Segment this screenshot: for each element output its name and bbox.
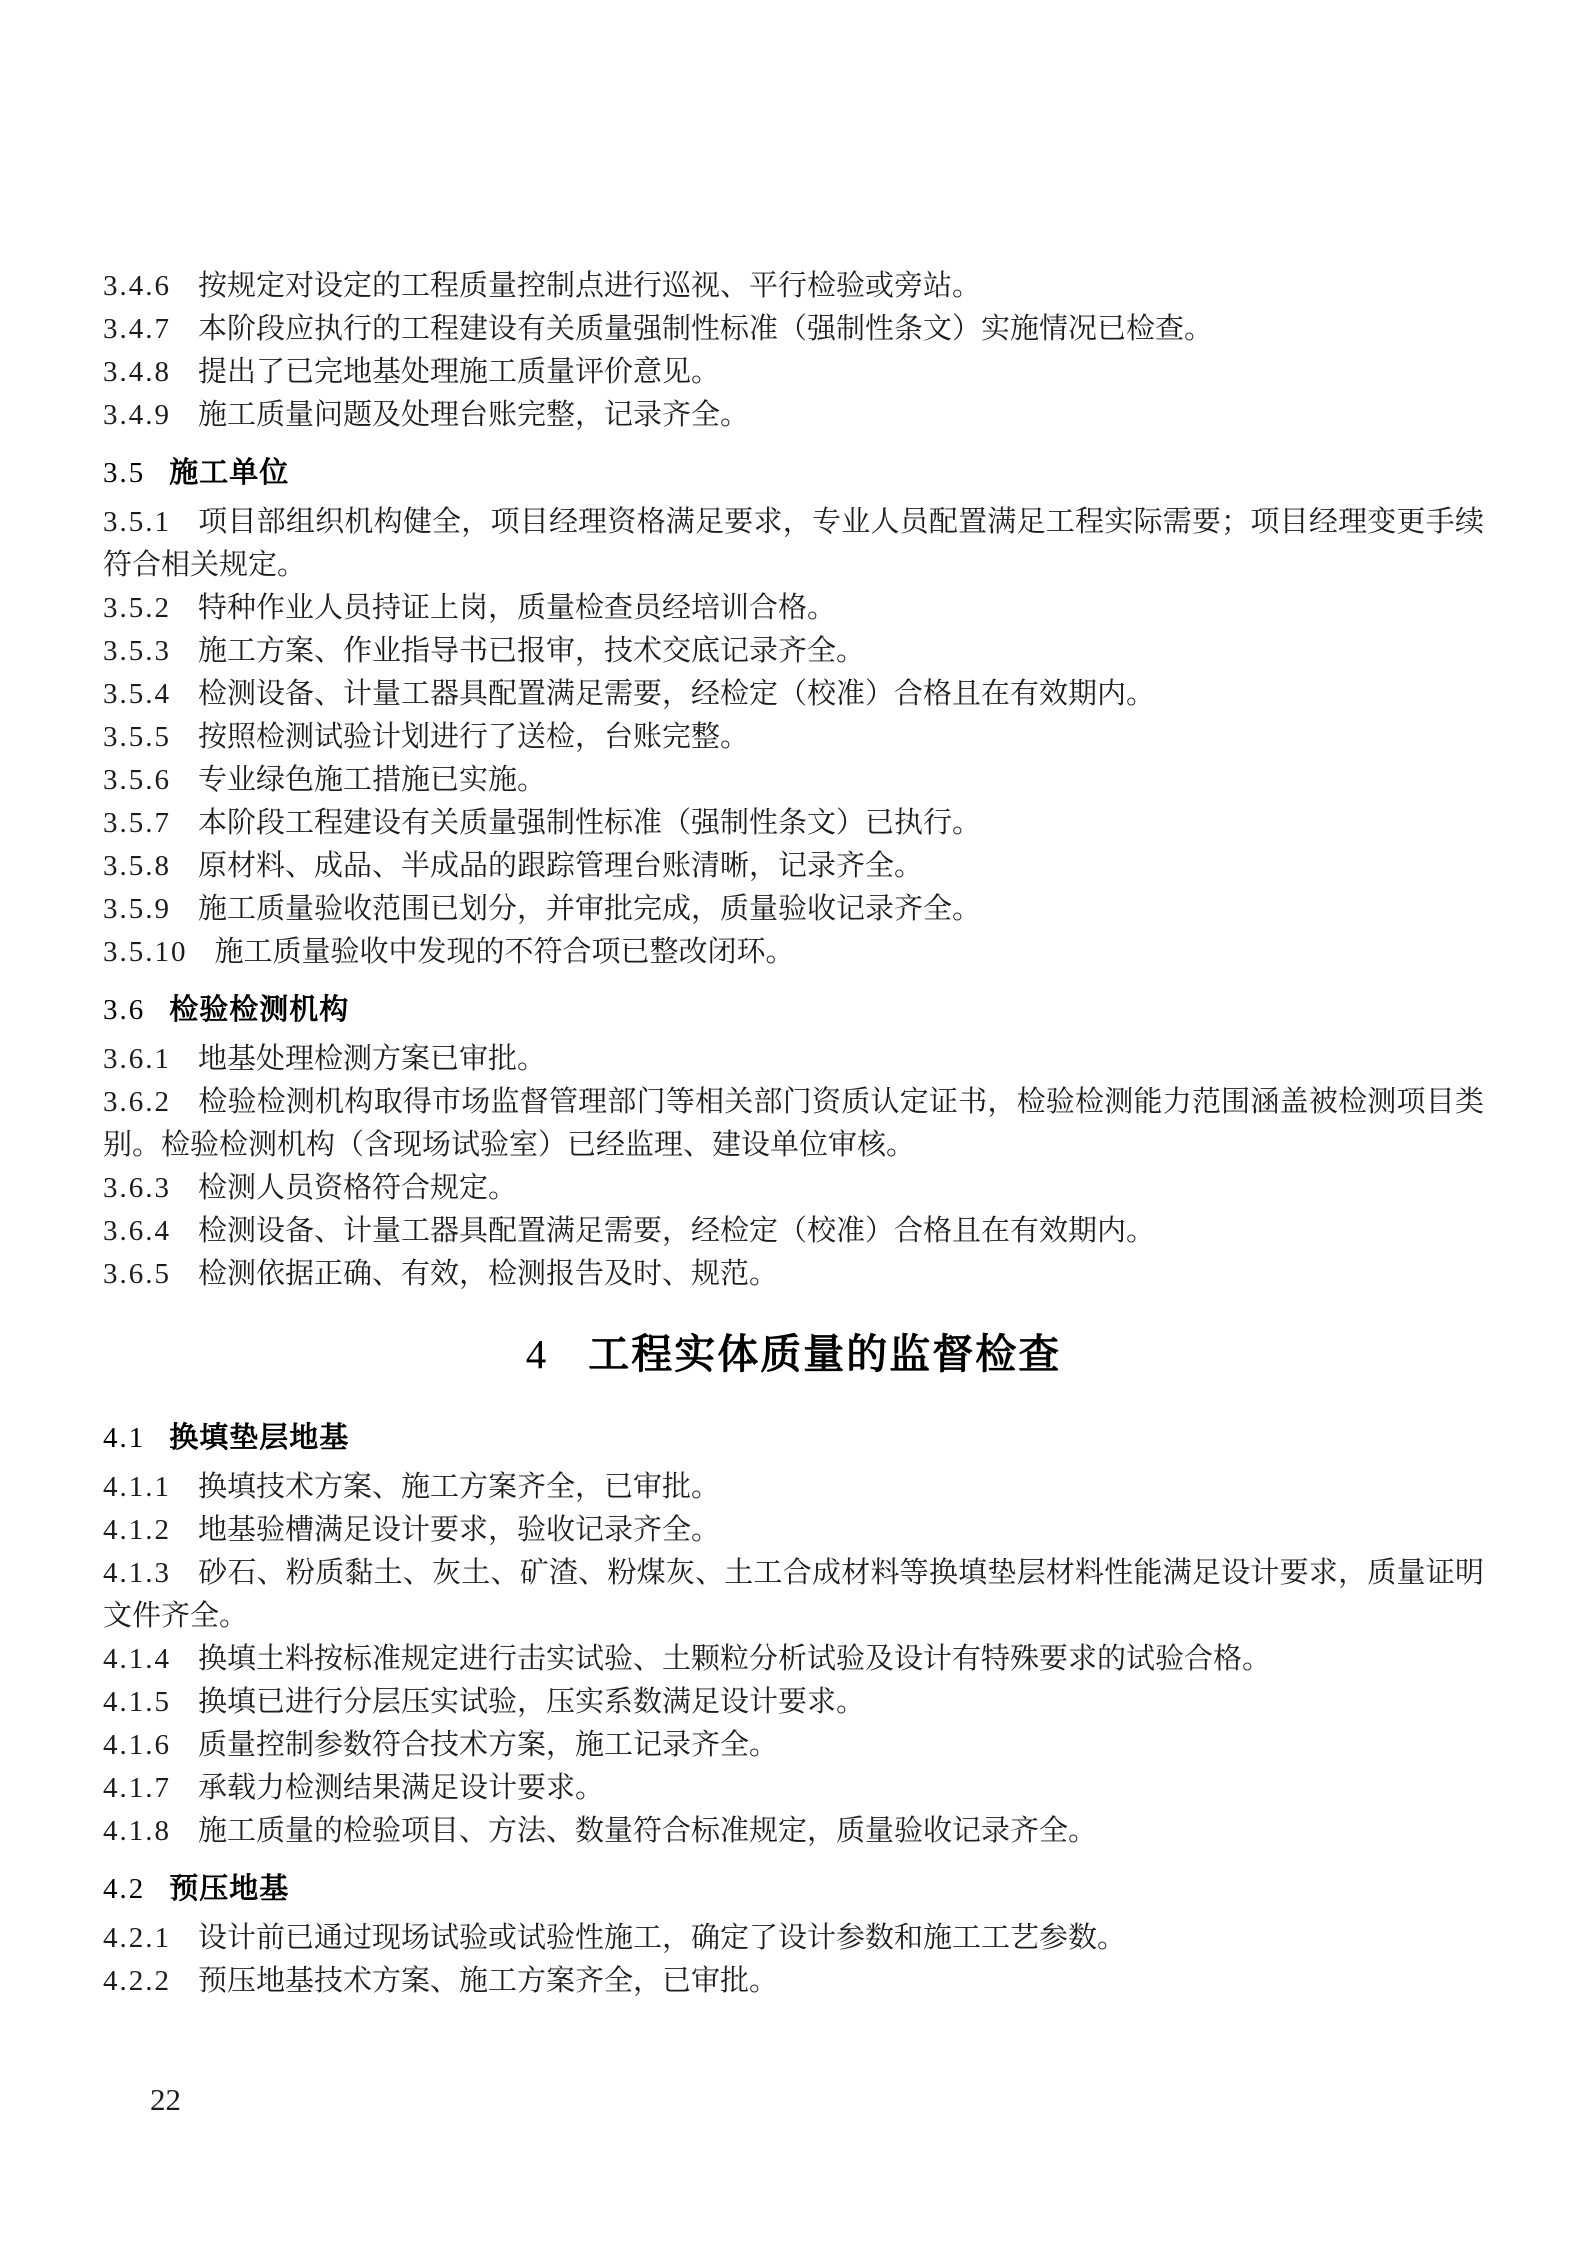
- clause-3-4-7: [103, 308, 1484, 351]
- clause-number: 4.1.4: [103, 1643, 171, 1675]
- clause-4-1-7: [103, 1767, 1484, 1810]
- clause-number: 3.6.2: [103, 1086, 171, 1118]
- clause-number: 3.5.5: [103, 721, 171, 753]
- section-title: 换填垫层地基: [169, 1422, 350, 1454]
- clause-text: 按照检测试验计划进行了送检，台账完整。: [198, 721, 750, 753]
- clause-number: 4.1.5: [103, 1686, 171, 1718]
- section-heading-3-5: [103, 457, 1484, 489]
- clause-text: 检验检测机构取得市场监督管理部门等相关部门资质认定证书，检验检测能力范围涵盖被检测项目类别。检验检测机构（含现场试验室）已经监理、建设单位审核。: [103, 1086, 1484, 1161]
- clause-3-4-6: [103, 265, 1484, 308]
- clause-3-5-6: [103, 759, 1484, 802]
- clause-number: 3.5.2: [103, 592, 171, 624]
- clause-number: 3.4.8: [103, 356, 171, 388]
- clause-number: 4.2.2: [103, 1965, 171, 1997]
- clause-3-4-8: [103, 351, 1484, 394]
- clause-text: 承载力检测结果满足设计要求。: [198, 1772, 605, 1804]
- clause-text: 施工质量的检验项目、方法、数量符合标准规定，质量验收记录齐全。: [198, 1815, 1098, 1847]
- section-title: 预压地基: [169, 1873, 290, 1905]
- clause-3-5-5: [103, 716, 1484, 759]
- clause-text: 预压地基技术方案、施工方案齐全，已审批。: [198, 1965, 779, 1997]
- clause-number: 3.6.1: [103, 1043, 171, 1075]
- document-body: [103, 265, 1484, 2003]
- clause-text: 检测人员资格符合规定。: [198, 1172, 518, 1204]
- clause-number: 3.4.6: [103, 270, 171, 302]
- clause-4-2-1: [103, 1917, 1484, 1960]
- clause-text: 本阶段应执行的工程建设有关质量强制性标准（强制性条文）实施情况已检查。: [198, 313, 1214, 345]
- section-title: 检验检测机构: [169, 994, 350, 1026]
- clause-3-5-3: [103, 630, 1484, 673]
- clause-number: 3.5.9: [103, 893, 171, 925]
- clause-text: 项目部组织机构健全，项目经理资格满足要求，专业人员配置满足工程实际需要；项目经理变更手续符合相关规定。: [103, 506, 1484, 581]
- clause-text: 检测依据正确、有效，检测报告及时、规范。: [198, 1258, 779, 1290]
- clause-3-6-4: [103, 1210, 1484, 1253]
- clause-3-6-5: [103, 1253, 1484, 1296]
- clause-text: 换填技术方案、施工方案齐全，已审批。: [198, 1471, 721, 1503]
- clause-number: 4.2.1: [103, 1922, 171, 1954]
- clause-number: 4.1.8: [103, 1815, 171, 1847]
- clause-3-5-9: [103, 888, 1484, 931]
- clause-number: 3.4.9: [103, 399, 171, 431]
- section-number: 4.2: [103, 1873, 146, 1905]
- clause-4-1-6: [103, 1724, 1484, 1767]
- clause-4-2-2: [103, 1960, 1484, 2003]
- clause-text: 砂石、粉质黏土、灰土、矿渣、粉煤灰、土工合成材料等换填垫层材料性能满足设计要求，质量证明文件齐全。: [103, 1557, 1484, 1632]
- clause-4-1-3: [103, 1552, 1484, 1638]
- clause-text: 设计前已通过现场试验或试验性施工，确定了设计参数和施工工艺参数。: [198, 1922, 1127, 1954]
- clause-text: 施工质量验收中发现的不符合项已整改闭环。: [214, 936, 795, 968]
- clause-3-5-8: [103, 845, 1484, 888]
- clause-number: 3.6.5: [103, 1258, 171, 1290]
- chapter-number: 4: [525, 1331, 547, 1377]
- clause-number: 3.6.3: [103, 1172, 171, 1204]
- clause-text: 施工方案、作业指导书已报审，技术交底记录齐全。: [198, 635, 866, 667]
- clause-4-1-2: [103, 1509, 1484, 1552]
- clause-3-5-1: [103, 501, 1484, 587]
- clause-3-6-2: [103, 1081, 1484, 1167]
- clause-3-5-4: [103, 673, 1484, 716]
- clause-text: 检测设备、计量工器具配置满足需要，经检定（校准）合格且在有效期内。: [198, 678, 1156, 710]
- clause-4-1-4: [103, 1638, 1484, 1681]
- clause-3-6-3: [103, 1167, 1484, 1210]
- section-number: 4.1: [103, 1422, 146, 1454]
- clause-text: 质量控制参数符合技术方案，施工记录齐全。: [198, 1729, 779, 1761]
- section-heading-3-6: [103, 994, 1484, 1026]
- chapter-title: 工程实体质量的监督检查: [588, 1331, 1062, 1377]
- clause-text: 提出了已完地基处理施工质量评价意见。: [198, 356, 721, 388]
- section-number: 3.5: [103, 457, 146, 489]
- section-number: 3.6: [103, 994, 146, 1026]
- clause-text: 地基验槽满足设计要求，验收记录齐全。: [198, 1514, 721, 1546]
- clause-number: 3.5.1: [103, 506, 171, 538]
- clause-4-1-8: [103, 1810, 1484, 1853]
- clause-3-5-10: [103, 931, 1484, 974]
- page-footer: [150, 2083, 181, 2117]
- clause-number: 3.5.8: [103, 850, 171, 882]
- clause-number: 3.5.4: [103, 678, 171, 710]
- clause-text: 专业绿色施工措施已实施。: [198, 764, 547, 796]
- clause-text: 特种作业人员持证上岗，质量检查员经培训合格。: [198, 592, 837, 624]
- clause-number: 4.1.3: [103, 1557, 171, 1589]
- section-heading-4-2: [103, 1873, 1484, 1905]
- clause-text: 施工质量验收范围已划分，并审批完成，质量验收记录齐全。: [198, 893, 982, 925]
- clause-text: 换填已进行分层压实试验，压实系数满足设计要求。: [198, 1686, 866, 1718]
- clause-number: 3.5.3: [103, 635, 171, 667]
- clause-3-5-7: [103, 802, 1484, 845]
- clause-number: 3.5.6: [103, 764, 171, 796]
- clause-number: 3.5.10: [103, 936, 188, 968]
- clause-number: 4.1.1: [103, 1471, 171, 1503]
- clause-text: 地基处理检测方案已审批。: [198, 1043, 547, 1075]
- clause-text: 原材料、成品、半成品的跟踪管理台账清晰，记录齐全。: [198, 850, 924, 882]
- clause-number: 4.1.2: [103, 1514, 171, 1546]
- clause-4-1-5: [103, 1681, 1484, 1724]
- chapter-heading-4: [103, 1330, 1484, 1378]
- clause-number: 3.5.7: [103, 807, 171, 839]
- section-heading-4-1: [103, 1422, 1484, 1454]
- clause-number: 4.1.7: [103, 1772, 171, 1804]
- clause-3-5-2: [103, 587, 1484, 630]
- clause-text: 施工质量问题及处理台账完整，记录齐全。: [198, 399, 750, 431]
- clause-number: 3.4.7: [103, 313, 171, 345]
- clause-text: 检测设备、计量工器具配置满足需要，经检定（校准）合格且在有效期内。: [198, 1215, 1156, 1247]
- clause-text: 本阶段工程建设有关质量强制性标准（强制性条文）已执行。: [198, 807, 982, 839]
- section-title: 施工单位: [169, 457, 290, 489]
- page-number: 22: [150, 2082, 181, 2117]
- clause-3-4-9: [103, 394, 1484, 437]
- clause-3-6-1: [103, 1038, 1484, 1081]
- clause-4-1-1: [103, 1466, 1484, 1509]
- clause-number: 4.1.6: [103, 1729, 171, 1761]
- clause-text: 按规定对设定的工程质量控制点进行巡视、平行检验或旁站。: [198, 270, 982, 302]
- clause-number: 3.6.4: [103, 1215, 171, 1247]
- clause-text: 换填土料按标准规定进行击实试验、土颗粒分析试验及设计有特殊要求的试验合格。: [198, 1643, 1272, 1675]
